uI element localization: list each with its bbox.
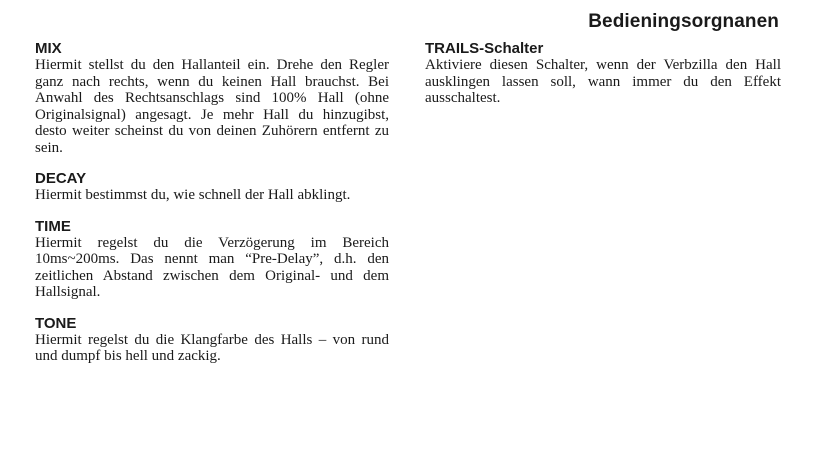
section-heading-mix: MIX	[35, 40, 62, 57]
section-text-mix: Hiermit stellst du den Hallanteil ein. Drehe den Regler ganz nach rechts, wenn du keinen Hall brauchst. Bei Anwahl des Rechtsanschlags sind 100% Hall (ohne Originalsignal) angesagt. Je mehr Hall du hinzugibst, desto weiter scheinst du von deinen Zuhörern entfernt zu sein.	[35, 57, 389, 156]
section-heading-tone: TONE	[35, 314, 77, 332]
section-trails-switch	[425, 40, 781, 107]
section-text-tone: Hiermit regelst du die Klangfarbe des Halls – von rund und dumpf bis hell und zackig.	[35, 331, 389, 364]
left-column	[35, 40, 389, 379]
section-text-time: Hiermit regelst du die Verzögerung im Bereich 10ms~200ms. Das nennt man “Pre-Delay”, d.h. den zeitlichen Abstand zwischen dem Original- und dem Hallsignal.	[35, 234, 389, 300]
section-decay	[35, 170, 389, 204]
section-heading-trails: TRAILS-Schalter	[425, 40, 544, 57]
section-time	[35, 218, 389, 301]
section-text-trails: Aktiviere diesen Schalter, wenn der Verbzilla den Hall ausklingen lassen soll, wann immer du den Effekt ausschaltest.	[425, 57, 781, 106]
section-heading-time: TIME	[35, 217, 71, 235]
section-heading-decay: DECAY	[35, 170, 87, 187]
right-column	[425, 40, 781, 121]
page-title: Bedieningsorgnanen	[588, 11, 779, 32]
section-tone	[35, 315, 389, 365]
section-text-decay: Hiermit bestimmst du, wie schnell der Hall abklingt.	[35, 187, 351, 203]
section-mix	[35, 40, 389, 156]
